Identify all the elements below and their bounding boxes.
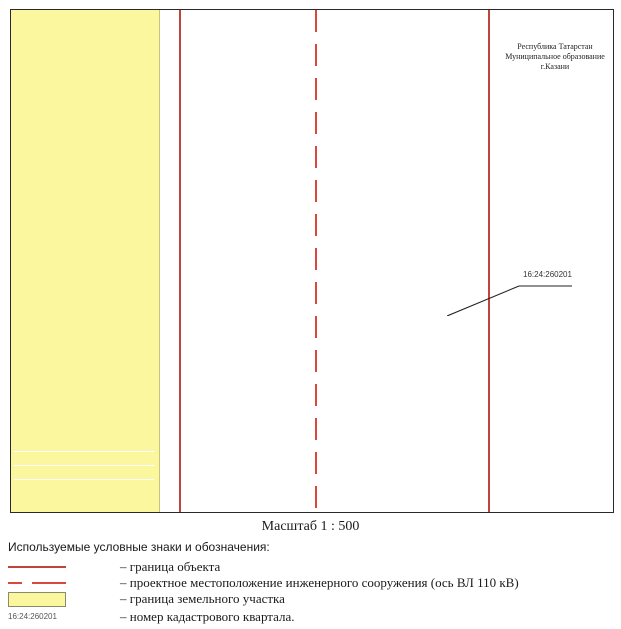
land-parcel-area: [11, 10, 160, 512]
parcel-stripe: [14, 479, 154, 480]
legend-item-cadastral-quarter: [8, 609, 618, 625]
cadastral-leader-line: [447, 280, 572, 316]
legend-item-object-boundary: [8, 559, 618, 575]
legend-item-label: – граница земельного участка: [120, 591, 285, 606]
map-scale: Масштаб 1 : 500: [261, 519, 360, 534]
region-label-line1: Республика Татарстан: [517, 42, 593, 51]
yellow-fill-symbol: [8, 591, 66, 607]
legend-title: Используемые условные знаки и обозначения:: [8, 540, 270, 554]
object-boundary-right: [488, 10, 490, 512]
region-label-line2: Муниципальное образование: [505, 52, 605, 61]
legend-item-label: – граница объекта: [120, 559, 221, 574]
power-line-axis: [315, 10, 317, 512]
legend-item-power-line: [8, 575, 618, 591]
parcel-stripe: [14, 465, 154, 466]
object-boundary-left: [179, 10, 181, 512]
dashed-line-symbol: [8, 575, 66, 591]
map-frame: [10, 9, 614, 513]
parcel-stripe: [14, 451, 154, 452]
region-label-line3: г.Казани: [540, 62, 570, 71]
code-symbol: [8, 609, 66, 625]
region-label: [499, 42, 611, 72]
cadastral-quarter-label: 16:24:260201: [523, 270, 572, 279]
legend-item-label: – номер кадастрового квартала.: [120, 609, 295, 624]
solid-line-symbol: [8, 559, 66, 575]
cadastral-code-sample: 16:24:260201: [8, 612, 57, 621]
legend-item-label: – проектное местоположение инженерного сооружения (ось ВЛ 110 кВ): [120, 575, 519, 590]
legend-item-land-parcel: [8, 591, 618, 607]
